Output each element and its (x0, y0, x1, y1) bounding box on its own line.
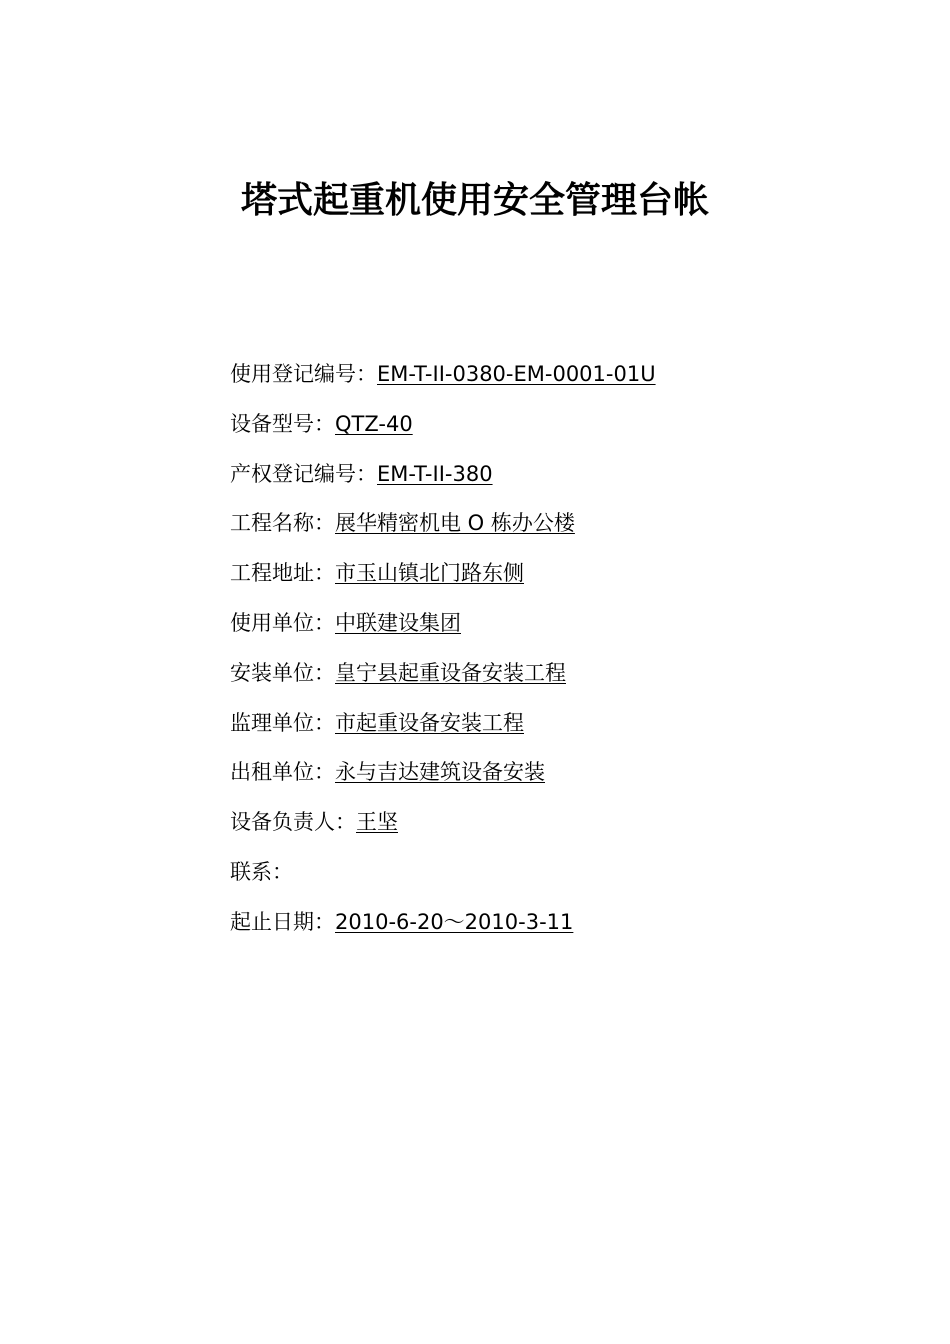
field-project-name (230, 505, 850, 555)
field-supervision-unit (230, 705, 850, 755)
registration-fields (230, 356, 850, 954)
field-value: 王坚 (356, 810, 398, 835)
field-equipment-manager (230, 804, 850, 854)
field-value: 展华精密机电 O 栋办公楼 (335, 511, 575, 536)
field-label: 产权登记编号： (230, 461, 377, 486)
field-label: 监理单位： (230, 710, 335, 735)
field-value: QTZ-40 (335, 411, 413, 436)
field-label: 工程地址： (230, 561, 335, 586)
field-value: 中联建设集团 (335, 610, 461, 635)
field-label: 使用单位： (230, 610, 335, 635)
field-label: 起止日期： (230, 909, 335, 934)
field-label: 使用登记编号： (230, 362, 377, 386)
field-label: 设备型号： (230, 411, 335, 436)
field-use-registration-number (230, 356, 850, 406)
field-label: 安装单位： (230, 660, 335, 685)
field-installation-unit (230, 655, 850, 705)
field-date-range (230, 904, 850, 954)
field-equipment-model (230, 406, 850, 456)
field-project-address (230, 555, 850, 605)
field-label: 联系： (230, 859, 293, 884)
field-value: 市起重设备安装工程 (335, 710, 524, 735)
field-value: 市玉山镇北门路东侧 (335, 561, 524, 586)
field-rental-unit (230, 754, 850, 804)
field-value: EM-T-II-380 (377, 461, 493, 486)
field-label: 出租单位： (230, 760, 335, 785)
field-contact (230, 854, 850, 904)
field-user-unit (230, 605, 850, 655)
field-value: EM-T-II-0380-EM-0001-01U (377, 362, 656, 386)
field-label: 设备负责人： (230, 810, 356, 835)
field-value: 2010-6-20～2010-3-11 (335, 909, 574, 934)
field-value: 皇宁县起重设备安装工程 (335, 660, 566, 685)
field-label: 工程名称： (230, 511, 335, 536)
document-title: 塔式起重机使用安全管理台帐 (240, 180, 709, 221)
field-value: 永与吉达建筑设备安装 (335, 760, 545, 785)
field-property-registration-number (230, 456, 850, 506)
